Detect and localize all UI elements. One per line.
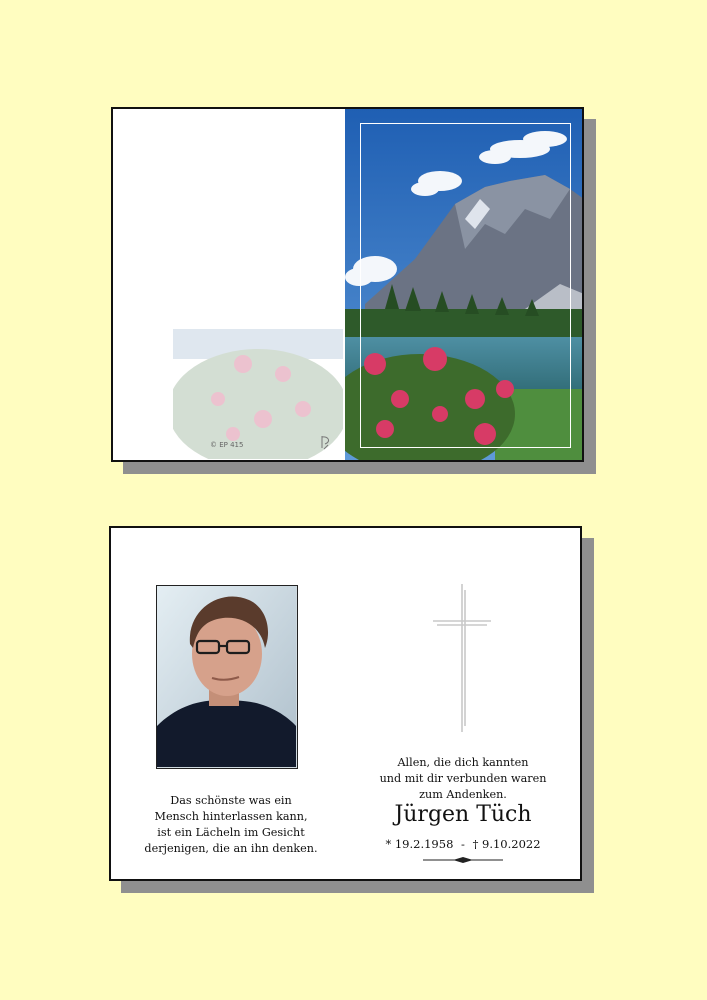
remembrance-line: Allen, die dich kannten bbox=[397, 756, 529, 769]
artist-signature bbox=[319, 434, 333, 450]
portrait-photo bbox=[156, 585, 298, 769]
remembrance-line: und mit dir verbunden waren bbox=[379, 772, 547, 785]
quote-line: derjenigen, die an ihn denken. bbox=[144, 842, 318, 855]
inside-card bbox=[109, 526, 582, 881]
quote-line: Das schönste was ein bbox=[170, 794, 292, 807]
date-separator: - bbox=[461, 837, 465, 851]
front-card bbox=[111, 107, 584, 462]
faded-flowers-image bbox=[173, 299, 343, 459]
remembrance-text bbox=[356, 755, 570, 803]
photo-inner-frame bbox=[360, 123, 571, 448]
ornament-divider bbox=[423, 856, 503, 864]
birth-date: * 19.2.1958 bbox=[385, 837, 454, 851]
copyright-text: © EP 415 bbox=[210, 441, 244, 449]
cross-icon bbox=[429, 580, 495, 736]
quote-line: Mensch hinterlassen kann, bbox=[154, 810, 308, 823]
life-dates bbox=[356, 837, 570, 851]
memorial-quote bbox=[131, 793, 331, 857]
quote-line: ist ein Lächeln im Gesicht bbox=[157, 826, 305, 839]
deceased-name: Jürgen Tüch bbox=[394, 802, 532, 827]
remembrance-line: zum Andenken. bbox=[419, 788, 507, 801]
death-date: † 9.10.2022 bbox=[472, 837, 541, 851]
